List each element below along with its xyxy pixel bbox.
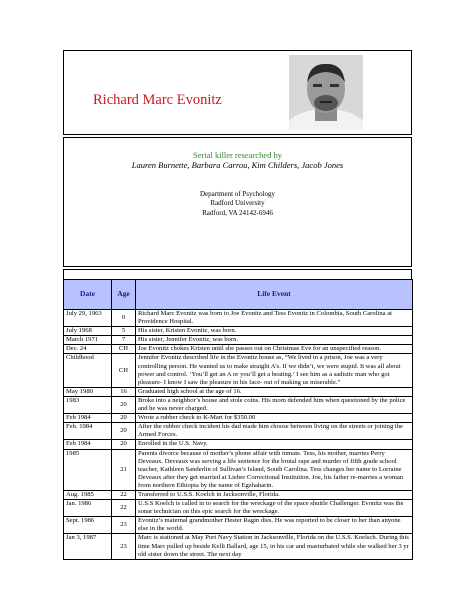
age-cell: 7 <box>112 336 136 345</box>
author-list: Lauren Burnette, Barbara Carrou, Kim Childers, Jacob Jones <box>131 160 344 170</box>
age-cell: 22 <box>112 490 136 499</box>
event-cell: His sister, Jennifer Evonitz, was born. <box>136 336 413 345</box>
dept-line: Radford, VA 24142-6946 <box>202 208 273 217</box>
event-cell: Joe Evonitz chokes Kristen until she passes out on Christmas Eve for an unspecified reason. <box>136 345 413 354</box>
department-address <box>64 190 411 218</box>
age-cell: 23 <box>112 534 136 559</box>
age-column-header: Age <box>112 280 136 310</box>
age-cell: 5 <box>112 327 136 336</box>
age-cell: 0 <box>112 310 136 327</box>
date-cell: May 1980 <box>64 387 112 396</box>
event-cell: Transferred to U.S.S. Koelch in Jacksonville, Florida. <box>136 490 413 499</box>
dept-line: Department of Psychology <box>199 190 276 198</box>
event-cell: His sister, Kristen Evonitz, was born. <box>136 327 413 336</box>
age-cell: 22 <box>112 500 136 517</box>
table-header-row <box>64 280 413 310</box>
table-row <box>64 354 413 387</box>
date-cell: July 1968 <box>64 327 112 336</box>
date-column-header: Date <box>64 280 112 310</box>
event-column-header: Life Event <box>136 280 413 310</box>
date-cell: Jan. 1986 <box>64 500 112 517</box>
table-row <box>64 414 413 423</box>
event-cell: Richard Marc Evonitz was born to Joe Evonitz and Tess Evonitz in Colombia, South Carolina at Providence Hospital. <box>136 310 413 327</box>
event-cell: Evonitz’s maternal grandmother Hester Ragin dies. He was reported to be closer to her than anyone else in the world. <box>136 517 413 534</box>
date-cell: 1985 <box>64 449 112 490</box>
event-cell: Enrolled in the U.S. Navy. <box>136 440 413 449</box>
table-row <box>64 310 413 327</box>
date-cell: Childhood <box>64 354 112 387</box>
age-cell: 16 <box>112 387 136 396</box>
table-row <box>64 396 413 413</box>
age-cell: 20 <box>112 414 136 423</box>
timeline-table <box>63 279 413 560</box>
date-cell: Sept. 1986 <box>64 517 112 534</box>
document-page <box>63 50 412 612</box>
table-row <box>64 500 413 517</box>
table-row <box>64 327 413 336</box>
age-cell: CH <box>112 345 136 354</box>
event-cell: Wrote a rubber check to K-Mart for $350.00 <box>136 414 413 423</box>
event-cell: Jennifer Evonitz described life in the Evonitz house as, “We lived in a prison, Joe was a very controlling person. He wanted us to make straight A’s. If we didn’t, we were stupid. It was all about power and control. ‘You’ll get an A or you’ll get a beating.’ I see him as a sadistic man who got pleasure- I know I saw the pleasure in his face- out of making us miserable.” <box>136 354 413 387</box>
date-cell: 1983 <box>64 396 112 413</box>
table-row <box>64 336 413 345</box>
age-cell: 21 <box>112 449 136 490</box>
event-cell: Broke into a neighbor’s house and stole coins. His mom defended him when questioned by the police and he was never charged. <box>136 396 413 413</box>
table-row <box>64 449 413 490</box>
research-info-box <box>63 137 412 267</box>
table-row <box>64 423 413 440</box>
date-cell: Aug. 1985 <box>64 490 112 499</box>
table-row <box>64 440 413 449</box>
timeline-table-wrap <box>63 279 412 560</box>
event-cell: After the rubber check incident his dad made him choose between living on the streets or joining the Armed Forces. <box>136 423 413 440</box>
event-cell: Marc is stationed at May Port Navy Station in Jacksonville, Florida on the U.S.S. Koelsch. During this time Marc pulled up beside Kelli Ballard, age 15, in his car and masturbated while she walked her 3 yr old sister down the street. The next day <box>136 534 413 559</box>
event-cell: Graduated high school at the age of 16. <box>136 387 413 396</box>
table-row <box>64 387 413 396</box>
table-row <box>64 345 413 354</box>
date-cell: Jan 3, 1987 <box>64 534 112 559</box>
date-cell: Feb 1984 <box>64 440 112 449</box>
portrait-image <box>289 55 363 130</box>
age-cell: 20 <box>112 396 136 413</box>
date-cell: Dec. 24 <box>64 345 112 354</box>
date-cell: Feb 1984 <box>64 414 112 423</box>
date-cell: Feb. 1984 <box>64 423 112 440</box>
age-cell: 23 <box>112 517 136 534</box>
date-cell: March 1971 <box>64 336 112 345</box>
table-row <box>64 534 413 559</box>
event-cell: Parents divorce because of mother’s phone affair with inmate. Tess, his mother, marries Perry Deveaux. Deveaux was serving a life sentence for the brutal rape and murder of fifth grade school teacher, Kathleen Sanderlin of Sullivan’s Island, South Carolina. Tess changes her name to Lorraine Deveaux after they get married at Lieber Correctional Institution. Joe, his father re-marries a woman from northern Ethiopia by the name of Egzhaharin. <box>136 449 413 490</box>
research-heading: Serial killer researched by <box>193 150 282 160</box>
dept-line: Radford University <box>210 199 265 208</box>
table-row <box>64 490 413 499</box>
event-cell: U.S.S Koelch is called in to search for the wreckage of the space shuttle Challenger. Evonitz was the sonar technician on this epic search for the wreckage. <box>136 500 413 517</box>
subject-name: Richard Marc Evonitz <box>93 92 222 108</box>
age-cell: CH <box>112 354 136 387</box>
age-cell: 20 <box>112 440 136 449</box>
title-box <box>63 50 412 135</box>
subject-photo <box>289 55 363 130</box>
table-row <box>64 517 413 534</box>
date-cell: July 29, 1963 <box>64 310 112 327</box>
age-cell: 20 <box>112 423 136 440</box>
